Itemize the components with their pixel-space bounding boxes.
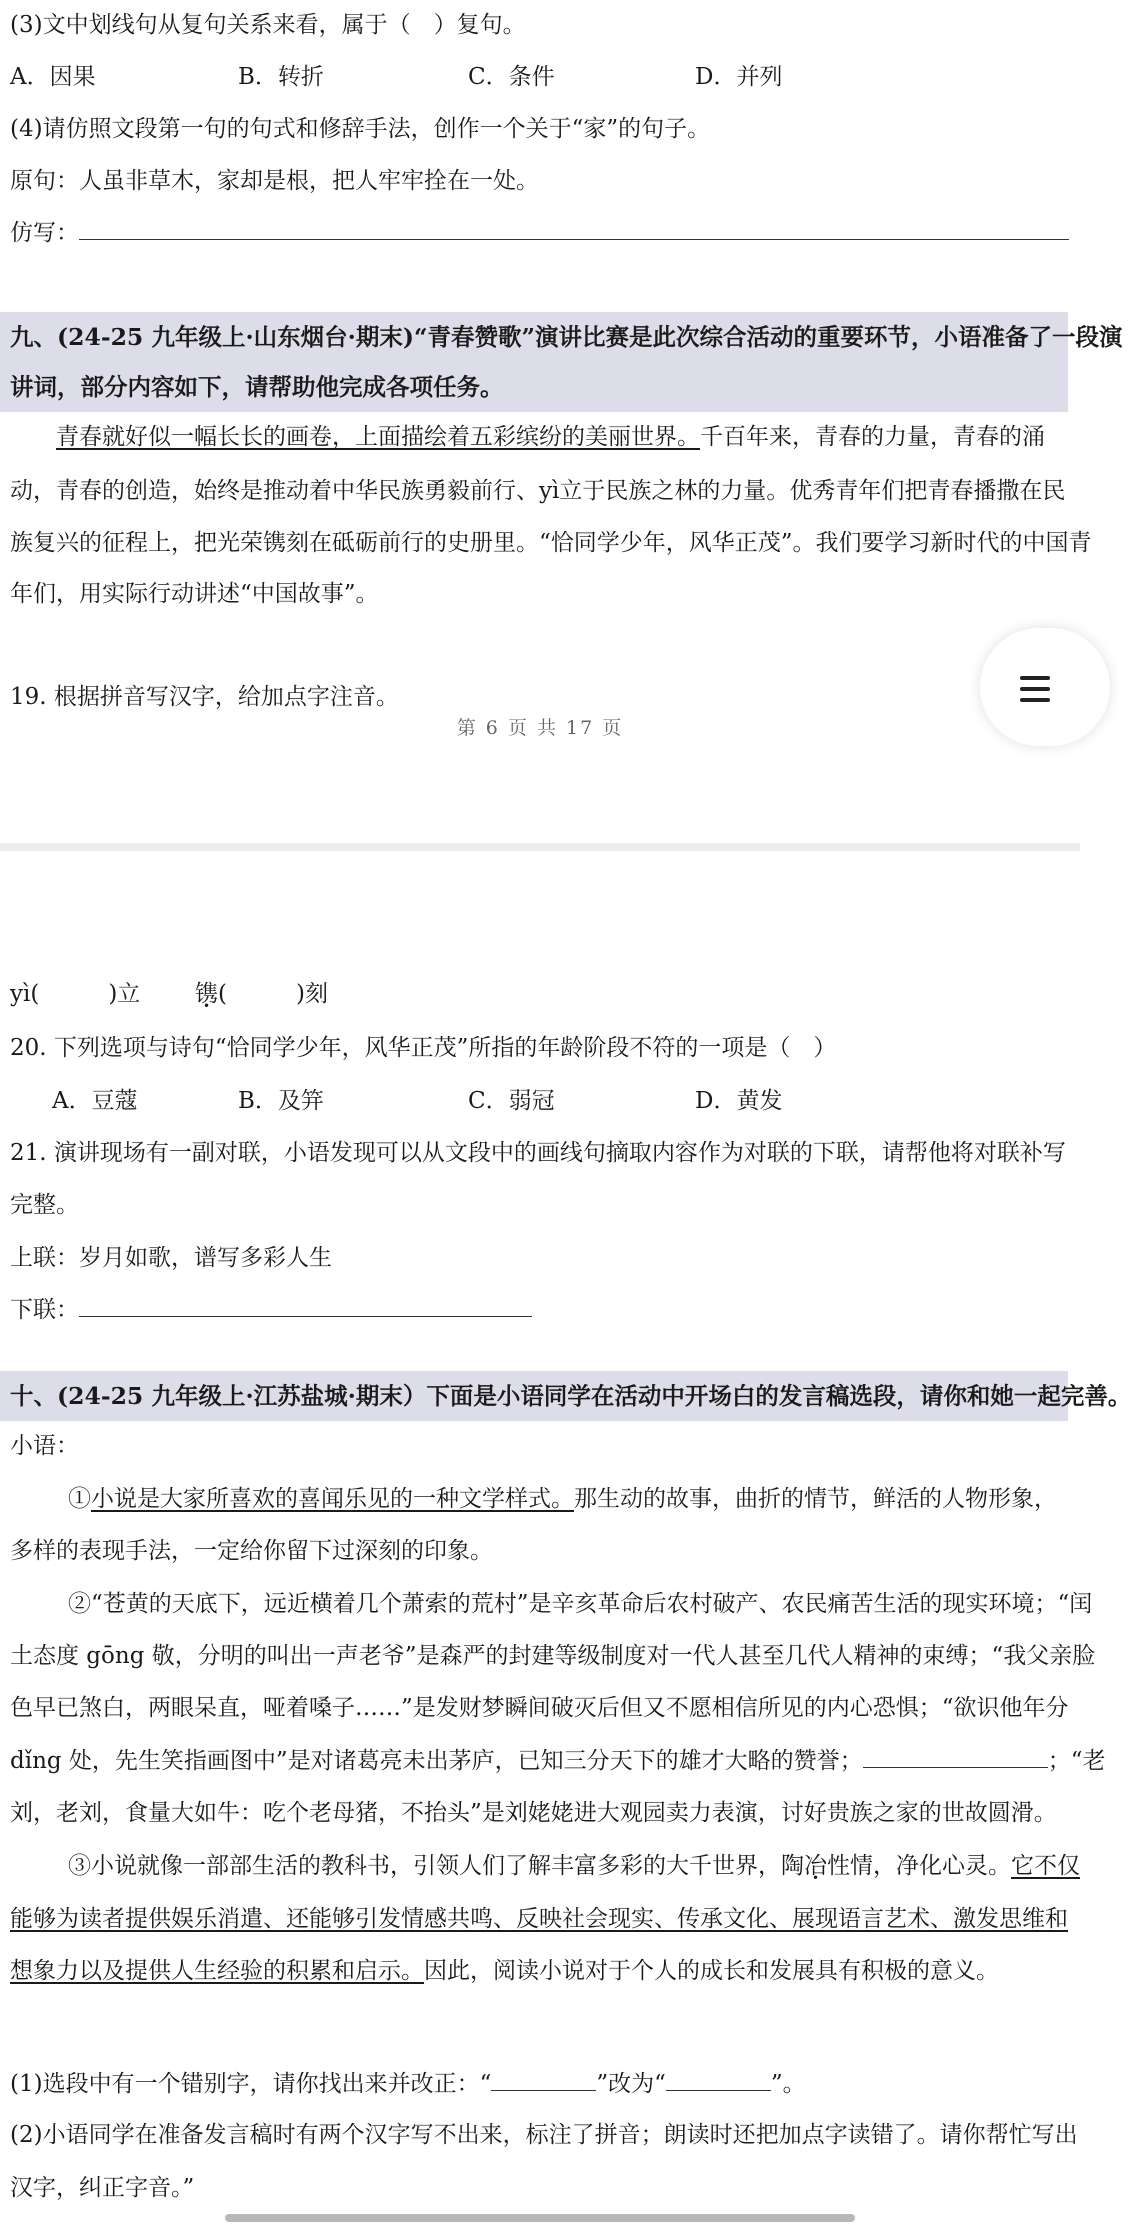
para-2-line4-text: dǐng 处，先生笑指画图中”是对诸葛亮未出茅庐，已知三分天下的雄才大略的赞誉； <box>10 1748 863 1774</box>
question-3: (3)文中划线句从复句关系来看，属于（ ）复句。 <box>10 12 526 38</box>
para-3-line3-rest: 因此，阅读小说对于个人的成长和发展具有积极的意义。 <box>424 1958 999 1984</box>
para-2-line4-end: ；“老 <box>1047 1748 1106 1774</box>
page-footer: 第 6 页 共 17 页 <box>456 717 624 739</box>
q20-option-d: D．黄发 <box>695 1088 783 1114</box>
menu-icon-mid <box>1020 687 1050 691</box>
passage-line-2: 动，青春的创造，始终是推动着中华民族勇毅前行、yì立于民族之林的力量。优秀青年们把青春播撒在民 <box>10 478 1066 504</box>
q3-option-c: C．条件 <box>468 64 555 90</box>
para-3-line1b: 性情，净化心灵。 <box>827 1853 1011 1879</box>
page-divider <box>0 843 1080 851</box>
para-3-line1a: ③小说就像一部部生活的教科书，引领人们了解丰富多彩的大千世界，陶 <box>68 1853 804 1879</box>
para-3-underlined-start: 它不仅 <box>1011 1853 1080 1879</box>
question-21-line1: 21. 演讲现场有一副对联，小语发现可以从文段中的画线句摘取内容作为对联的下联，请帮他将对联补写 <box>10 1140 1066 1166</box>
juan-rest: ( )刻 <box>218 981 328 1007</box>
speaker-label: 小语： <box>10 1433 79 1459</box>
q4-imitation-line <box>10 216 1069 250</box>
para-1-line1 <box>68 1482 1057 1516</box>
section-9-heading-line2: 讲词，部分内容如下，请帮助他完成各项任务。 <box>10 373 504 401</box>
sub-question-2-line1: (2)小语同学在准备发言稿时有两个汉字写不出来，标注了拼音；朗读时还把加点字读错了。请你帮忙写出 <box>10 2122 1078 2148</box>
section-9-heading <box>0 312 1123 412</box>
passage-line-4: 年们，用实际行动讲述“中国故事”。 <box>10 581 379 607</box>
home-indicator[interactable] <box>225 2214 855 2222</box>
para-2-line3: 色早已煞白，两眼呆直，哑着嗓子……”是发财梦瞬间破灭后但又不愿相信所见的内心恐惧；“欲识他年分 <box>10 1695 1069 1721</box>
document-page-7 <box>0 851 1131 2231</box>
para-3-line2-underlined: 能够为读者提供娱乐消遣、还能够引发情感共鸣、反映社会现实、传承文化、展现语言艺术、激发思维和 <box>10 1906 1068 1932</box>
sub-1-text-b: ”改为“ <box>596 2071 666 2097</box>
menu-button[interactable] <box>980 628 1110 746</box>
q3-option-d: D．并列 <box>695 64 783 90</box>
couplet-lower <box>10 1293 532 1327</box>
q20-option-b: B．及笄 <box>238 1088 324 1114</box>
para-2-line5: 刘，老刘，食量大如牛：吃个老母猪，不抬头”是刘姥姥进大观园卖力表演，讨好贵族之家的世故圆滑。 <box>10 1800 1057 1826</box>
imitate-label: 仿写： <box>10 220 79 246</box>
section-9-heading-line1: 九、(24-25 九年级上·山东烟台·期末)“青春赞歌”演讲比赛是此次综合活动的重要环节，小语准备了一段演 <box>10 323 1123 351</box>
sub-1-text-c: ”。 <box>770 2071 806 2097</box>
correct-char-blank[interactable] <box>666 2068 771 2091</box>
q20-option-a: A．豆蔻 <box>52 1088 138 1114</box>
couplet-answer-blank[interactable] <box>79 1294 532 1317</box>
wrong-char-blank[interactable] <box>491 2068 596 2091</box>
couplet-upper: 上联：岁月如歌，谱写多彩人生 <box>10 1245 332 1271</box>
sub-question-2-line2: 汉字，纠正字音。” <box>10 2175 195 2201</box>
q4-original-sentence: 原句：人虽非草木，家却是根，把人牢牢拴在一处。 <box>10 168 539 194</box>
para-1-number: ① <box>68 1486 91 1512</box>
sub-question-1 <box>10 2067 806 2101</box>
para-3-underlined-end: 想象力以及提供人生经验的积累和启示。 <box>10 1958 424 1984</box>
pinyin-yi-blank: yì( )立 <box>10 981 141 1007</box>
q3-option-b: B．转折 <box>238 64 324 90</box>
section-10-heading: 十、(24-25 九年级上·江苏盐城·期末）下面是小语同学在活动中开场白的发言稿选段，请你和她一起完善。 <box>0 1371 1068 1421</box>
menu-icon-bottom <box>1020 698 1050 702</box>
para-3-line1 <box>68 1849 1080 1883</box>
para-2-line1: ②“苍黄的天底下，远近横着几个萧索的荒村”是辛亥革命后农村破产、农民痛苦生活的现实环境；“闰 <box>68 1591 1093 1617</box>
passage-line-1-rest: 千百年来，青春的力量，青春的涌 <box>700 424 1045 450</box>
dotted-char-ye: 冶 <box>804 1853 827 1879</box>
question-21-line2: 完整。 <box>10 1192 79 1218</box>
para-2-answer-blank[interactable] <box>863 1745 1048 1768</box>
answer-blank[interactable] <box>79 217 1069 240</box>
couplet-lower-label: 下联： <box>10 1297 79 1323</box>
para-2-line4 <box>10 1744 1105 1778</box>
passage-line-1 <box>10 420 1045 454</box>
menu-icon <box>1020 676 1050 680</box>
sub-1-text-a: (1)选段中有一个错别字，请你找出来并改正：“ <box>10 2071 492 2097</box>
para-1-rest: 那生动的故事，曲折的情节，鲜活的人物形象， <box>574 1486 1057 1512</box>
document-page-6 <box>0 0 1123 840</box>
q3-option-a: A．因果 <box>10 64 96 90</box>
para-1-underlined: 小说是大家所喜欢的喜闻乐见的一种文学样式。 <box>91 1486 574 1512</box>
underlined-sentence: 青春就好似一幅长长的画卷，上面描绘着五彩缤纷的美丽世界。 <box>56 424 700 450</box>
question-20: 20. 下列选项与诗句“恰同学少年，风华正茂”所指的年龄阶段不符的一项是（ ） <box>10 1035 837 1061</box>
para-2-line2: 土态度 gōng 敬，分明的叫出一声老爷”是森严的封建等级制度对一代人甚至几代人精神的束缚；“我父亲脸 <box>10 1643 1096 1669</box>
juan-ke-blank <box>195 977 328 1011</box>
indent <box>10 424 56 450</box>
q20-option-c: C．弱冠 <box>468 1088 555 1114</box>
question-4: (4)请仿照文段第一句的句式和修辞手法，创作一个关于“家”的句子。 <box>10 116 711 142</box>
para-3-line3 <box>10 1954 999 1988</box>
passage-line-3: 族复兴的征程上，把光荣镌刻在砥砺前行的史册里。“恰同学少年，风华正茂”。我们要学习新时代的中国青 <box>10 530 1092 556</box>
dotted-char-juan: 镌 <box>195 981 218 1007</box>
para-1-line2: 多样的表现手法，一定给你留下过深刻的印象。 <box>10 1538 493 1564</box>
question-19: 19. 根据拼音写汉字，给加点字注音。 <box>10 684 399 710</box>
